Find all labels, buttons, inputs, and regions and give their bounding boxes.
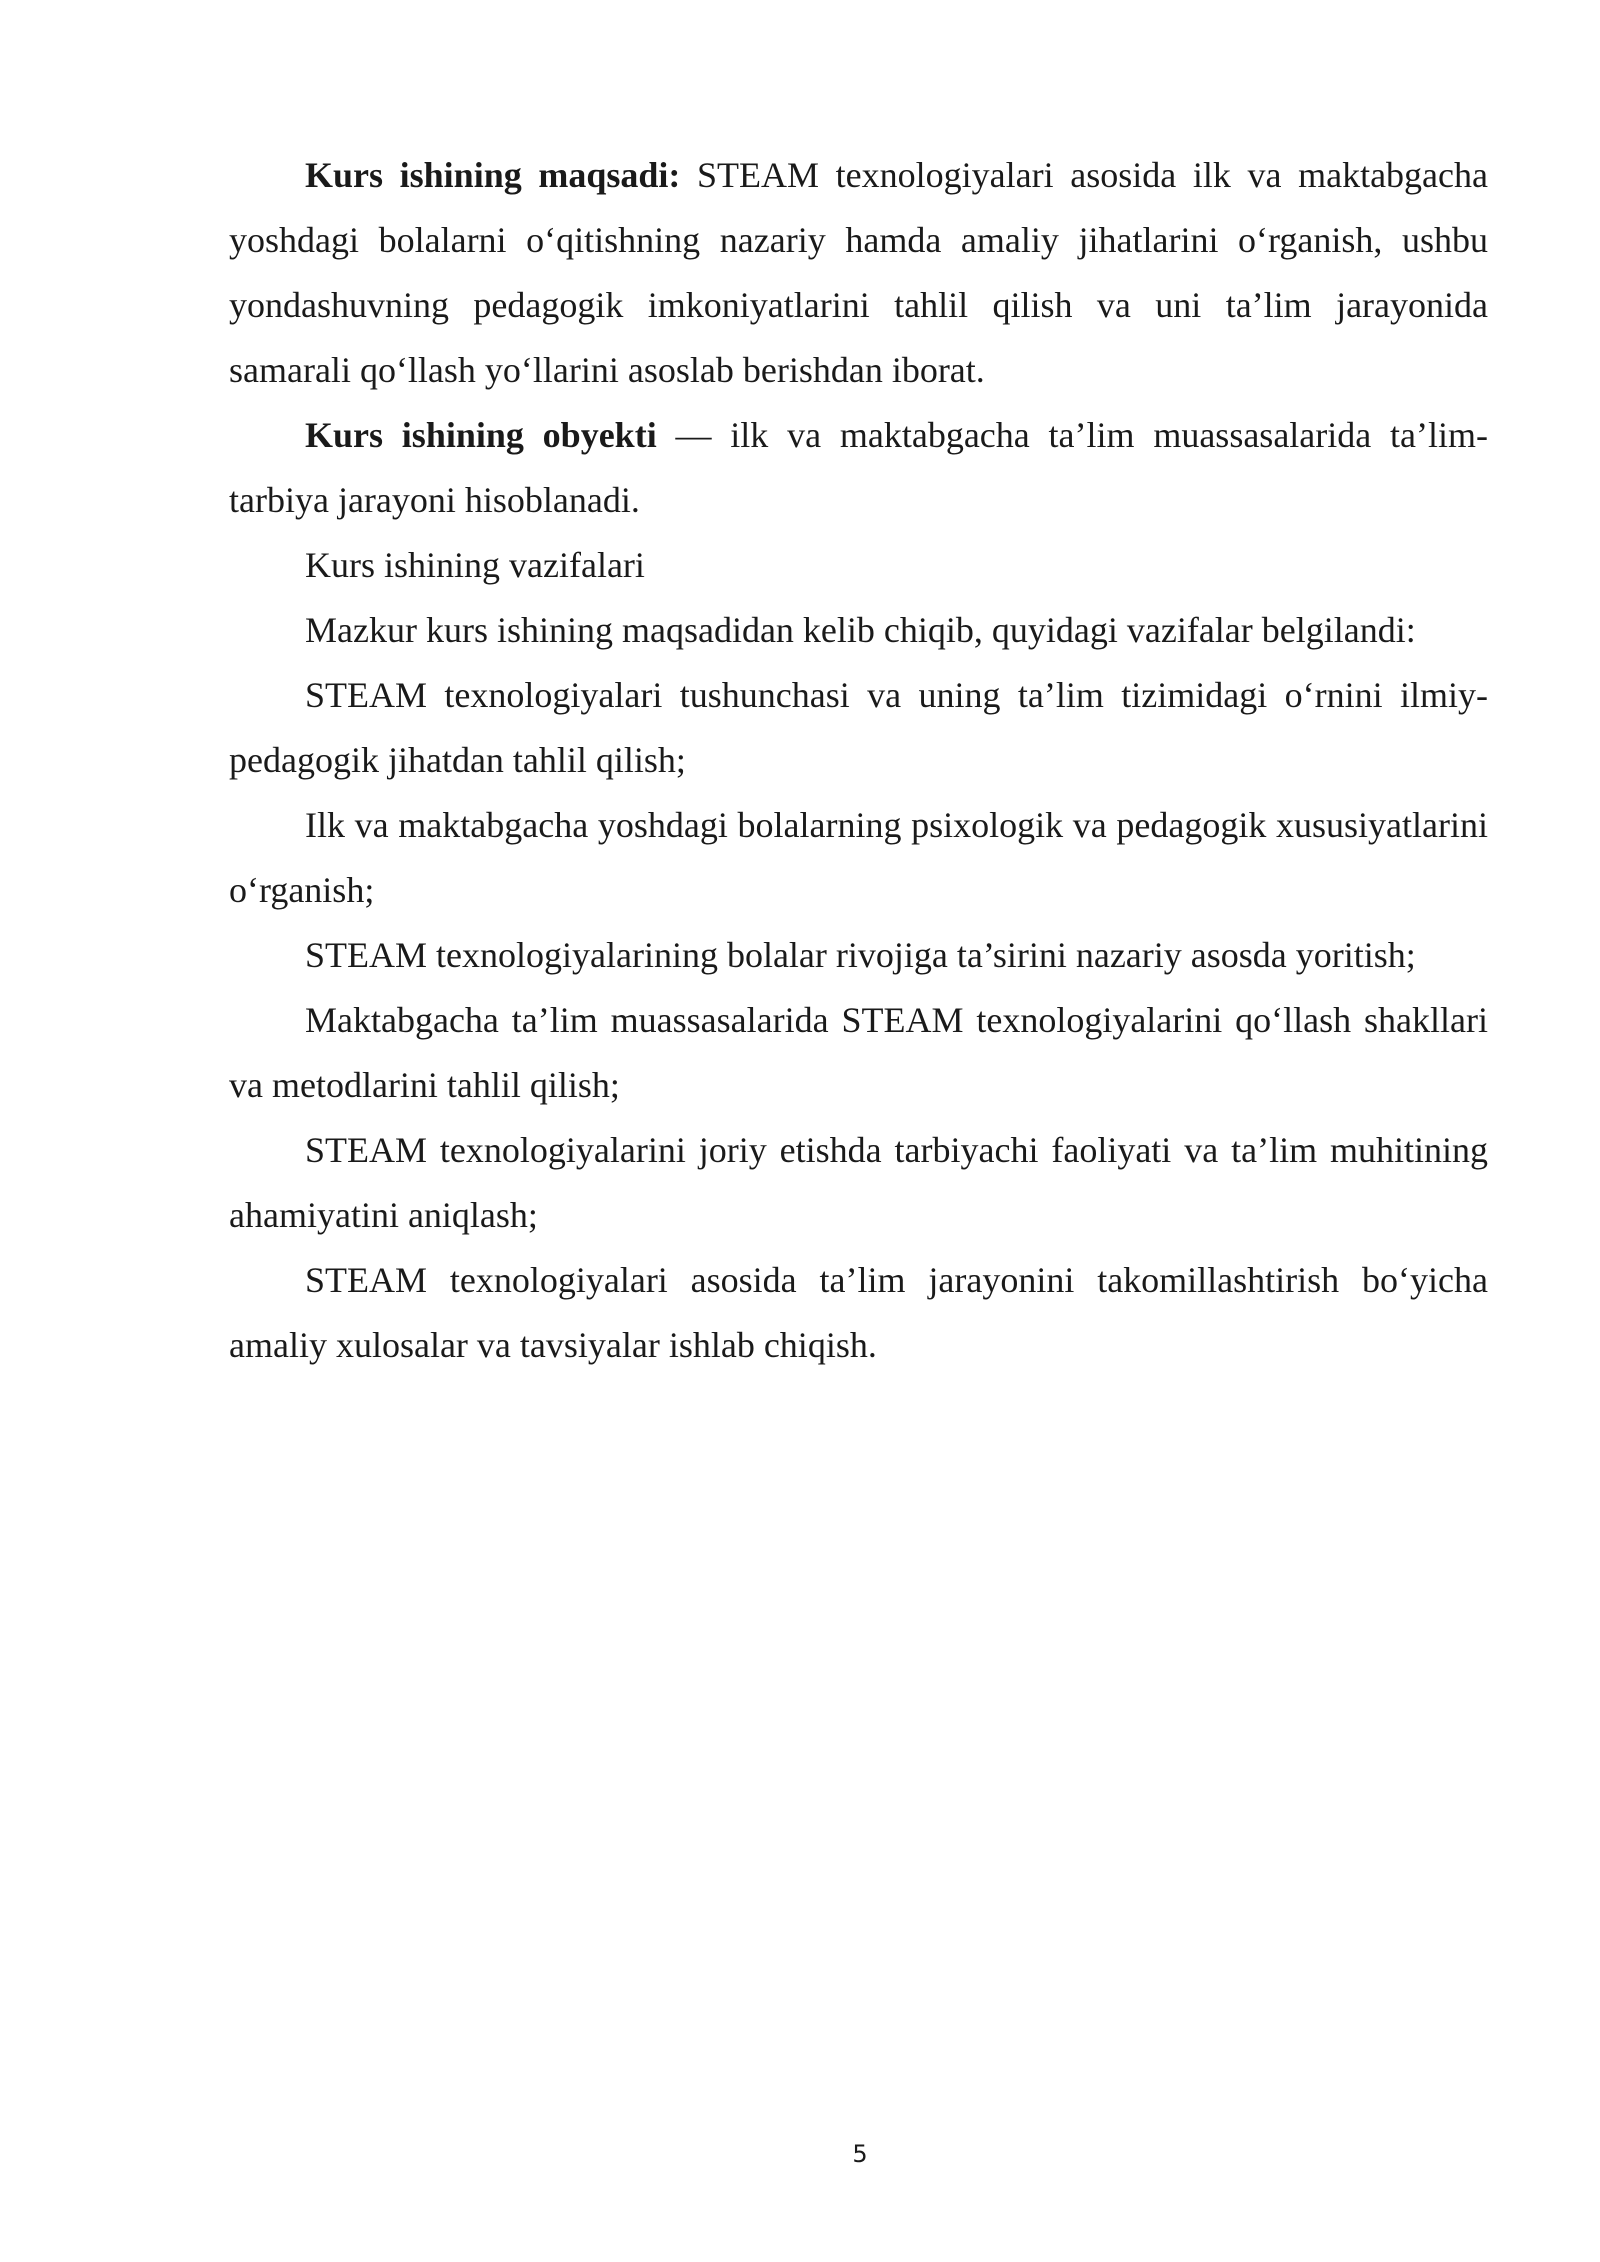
paragraph-goal-lead: Kurs ishining maqsadi: bbox=[305, 155, 681, 195]
page-number: 5 bbox=[852, 2140, 868, 2168]
paragraph-object-lead: Kurs ishining obyekti bbox=[305, 415, 657, 455]
paragraph-task-5: STEAM texnologiyalarini joriy etishda tarbiyachi faoliyati va ta’lim muhitining ahamiyatini aniqlash; bbox=[229, 1130, 1488, 1235]
paragraph-task-4: Maktabgacha ta’lim muassasalarida STEAM texnologiyalarini qo‘llash shakllari va metodlarini tahlil qilish; bbox=[229, 1000, 1488, 1105]
paragraph-object-text: — ilk va maktabgacha ta’lim muassasalarida ta’lim-tarbiya jarayoni hisoblanadi. bbox=[229, 415, 1489, 520]
paragraph-goal-text: STEAM texnologiyalari asosida ilk va maktabgacha yoshdagi bolalarni o‘qitishning nazariy hamda amaliy jihatlarini o‘rganish, ushbu yondashuvning pedagogik imkoniyatlarini tahlil qilish va uni ta’lim jarayonida samarali qo‘llash yo‘llarini asoslab berishdan iborat. bbox=[229, 155, 1488, 390]
paragraph-task-2: Ilk va maktabgacha yoshdagi bolalarning psixologik va pedagogik xususiyatlarini o‘rganish; bbox=[229, 805, 1488, 910]
paragraph-tasks-intro: Mazkur kurs ishining maqsadidan kelib chiqib, quyidagi vazifalar belgilandi: bbox=[305, 610, 1416, 650]
paragraph-task-1: STEAM texnologiyalari tushunchasi va uning ta’lim tizimidagi o‘rnini ilmiy-pedagogik jihatdan tahlil qilish; bbox=[229, 675, 1488, 780]
paragraph-task-6: STEAM texnologiyalari asosida ta’lim jarayonini takomillashtirish bo‘yicha amaliy xulosalar va tavsiyalar ishlab chiqish. bbox=[229, 1260, 1488, 1365]
document-body bbox=[229, 143, 1488, 1378]
paragraph-object bbox=[229, 403, 1488, 533]
paragraph-tasks-heading: Kurs ishining vazifalari bbox=[305, 545, 645, 585]
paragraph-task-3: STEAM texnologiyalarining bolalar rivojiga ta’sirini nazariy asosda yoritish; bbox=[305, 935, 1416, 975]
paragraph-goal bbox=[229, 143, 1488, 403]
